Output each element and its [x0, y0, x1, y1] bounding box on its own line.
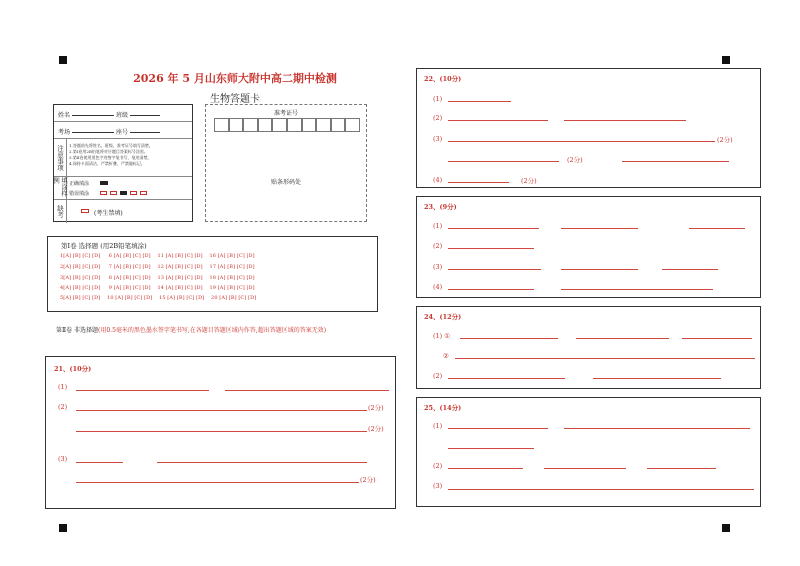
q21-part1-label: (1)	[58, 383, 68, 391]
admission-digit-cell[interactable]	[229, 118, 244, 132]
answer-line[interactable]	[662, 269, 718, 270]
admission-digit-cell[interactable]	[214, 118, 229, 132]
q23-part4-label: (4)	[433, 283, 443, 291]
notes-row	[54, 139, 192, 177]
q25-part2-label: (2)	[433, 462, 443, 470]
absent-label: 缺考	[54, 200, 67, 223]
answer-line[interactable]	[448, 161, 559, 162]
answer-line[interactable]	[682, 338, 752, 339]
q22-part2-label: (2)	[433, 114, 443, 122]
answer-line[interactable]	[455, 358, 755, 359]
score-note: (2分)	[360, 476, 376, 484]
answer-line[interactable]	[448, 248, 534, 249]
correct-fill-sample	[100, 181, 108, 185]
answer-line[interactable]	[448, 448, 534, 449]
q22-box	[416, 68, 761, 188]
wrong-fill-sample	[100, 191, 107, 195]
q22-title: 22、(10分)	[424, 75, 462, 83]
q25-part3-label: (3)	[433, 482, 443, 490]
q21-part2-label: (2)	[58, 403, 68, 411]
answer-line[interactable]	[576, 338, 669, 339]
answer-line[interactable]	[689, 228, 745, 229]
answer-line[interactable]	[76, 462, 123, 463]
wrong-fill-sample	[110, 191, 117, 195]
q22-part3-label: (3)	[433, 135, 443, 143]
admission-digit-cell[interactable]	[258, 118, 273, 132]
admission-digit-cell[interactable]	[316, 118, 331, 132]
score-note: (2分)	[521, 177, 537, 185]
answer-line[interactable]	[76, 482, 359, 483]
seat-field[interactable]	[130, 126, 160, 133]
answer-line[interactable]	[157, 462, 367, 463]
answer-line[interactable]	[544, 468, 626, 469]
seat-label: 座号	[116, 129, 129, 136]
class-label: 班级	[116, 112, 129, 119]
wrong-fill-sample	[120, 191, 127, 195]
page-title: 2026 年 5 月山东师大附中高二期中检测	[133, 72, 337, 85]
admission-digit-cell[interactable]	[331, 118, 346, 132]
admission-digit-cell[interactable]	[345, 118, 360, 132]
admission-digit-cell[interactable]	[302, 118, 317, 132]
q23-part2-label: (2)	[433, 242, 443, 250]
absent-note: (考生禁填)	[94, 210, 123, 217]
part2-title: 第Ⅱ卷 非选择题	[56, 327, 98, 334]
correct-fill-label: 正确填涂	[69, 181, 90, 187]
answer-line[interactable]	[448, 269, 541, 270]
answer-line[interactable]	[593, 378, 721, 379]
answer-line[interactable]	[448, 428, 548, 429]
q25-part1-label: (1)	[433, 422, 443, 430]
q25-title: 25、(14分)	[424, 404, 462, 412]
mc-row[interactable]: 4[A] [B] [C] [D] 9 [A] [B] [C] [D] 14 [A] [B] [C] [D] 19 [A] [B] [C] [D]	[60, 285, 255, 291]
fill-sample-row	[54, 177, 192, 200]
score-note: (2分)	[368, 425, 384, 433]
admission-barcode-area	[205, 104, 367, 222]
answer-line[interactable]	[448, 101, 511, 102]
registration-mark	[59, 524, 67, 532]
note-line: 3.第Ⅱ卷使用黑色字迹签字笔书写，笔迹清楚。	[69, 155, 152, 160]
exam-room-label: 考场	[58, 129, 71, 136]
q25-box	[416, 397, 761, 507]
absent-checkbox[interactable]	[81, 209, 89, 213]
answer-line[interactable]	[448, 120, 548, 121]
admission-digit-cell[interactable]	[272, 118, 287, 132]
answer-line[interactable]	[448, 141, 715, 142]
q23-title: 23、(9分)	[424, 203, 457, 211]
mc-row[interactable]: 2[A] [B] [C] [D] 7 [A] [B] [C] [D] 12 [A] [B] [C] [D] 17 [A] [B] [C] [D]	[60, 264, 255, 270]
name-row	[54, 105, 192, 122]
mc-row[interactable]: 3[A] [B] [C] [D] 8 [A] [B] [C] [D] 13 [A] [B] [C] [D] 18 [A] [B] [C] [D]	[60, 275, 255, 281]
answer-line[interactable]	[448, 182, 509, 183]
fill-sample-label: 填涂样例	[54, 177, 67, 199]
answer-line[interactable]	[76, 431, 367, 432]
wrong-fill-sample	[140, 191, 147, 195]
answer-line[interactable]	[564, 120, 686, 121]
q24-part1-label: (1) ①	[433, 332, 451, 340]
answer-line[interactable]	[564, 428, 750, 429]
score-note: (2分)	[567, 156, 583, 164]
q21-title: 21、(10分)	[54, 365, 92, 373]
absent-row	[54, 200, 192, 223]
part1-title: 第Ⅰ卷 选择题 (用2B铅笔填涂)	[61, 242, 147, 250]
admission-digit-cell[interactable]	[243, 118, 258, 132]
q24-part1b-label: ②	[443, 352, 449, 360]
q23-part3-label: (3)	[433, 263, 443, 271]
q24-box	[416, 306, 761, 389]
admission-label: 准考证号	[273, 110, 298, 117]
note-line: 2.第Ⅰ卷用2B铅笔将对应题目答案标号涂黑。	[69, 149, 148, 154]
q24-title: 24、(12分)	[424, 313, 462, 321]
notes-label: 注意事项	[54, 139, 67, 176]
mc-row[interactable]: 5[A] [B] [C] [D] 10 [A] [B] [C] [D] 15 [A] [B] [C] [D] 20 [A] [B] [C] [D]	[60, 295, 257, 301]
answer-line[interactable]	[448, 289, 534, 290]
part2-note: (用0.5毫米的黑色墨水签字笔书写,在各题目答题区域内作答,超出答题区域的答案无效)	[98, 327, 327, 334]
answer-line[interactable]	[448, 378, 565, 379]
exam-room-field[interactable]	[72, 126, 114, 133]
answer-line[interactable]	[622, 161, 729, 162]
admission-grid[interactable]	[214, 118, 360, 132]
answer-line[interactable]	[561, 228, 638, 229]
admission-digit-cell[interactable]	[287, 118, 302, 132]
page-subtitle: 生物答题卡	[210, 94, 260, 105]
note-line: 1.答题前先将姓名、班级、准考证号填写清楚。	[69, 143, 153, 148]
answer-line[interactable]	[448, 228, 539, 229]
q21-box	[45, 356, 396, 509]
class-field[interactable]	[130, 109, 160, 116]
answer-line[interactable]	[448, 468, 523, 469]
notes-text	[69, 143, 189, 167]
name-field[interactable]	[72, 109, 114, 116]
q22-part1-label: (1)	[433, 95, 443, 103]
note-line: 4.保持卡面清洁，严禁折叠，严禁做标记。	[69, 161, 145, 166]
barcode-label: 贴条形码处	[270, 179, 301, 186]
score-note: (2分)	[368, 404, 384, 412]
answer-line[interactable]	[76, 390, 209, 391]
exam-room-row	[54, 122, 192, 139]
registration-mark	[59, 56, 67, 64]
answer-line[interactable]	[76, 410, 367, 411]
answer-line[interactable]	[225, 390, 389, 391]
wrong-fill-label: 错误填涂	[69, 191, 90, 197]
score-note: (2分)	[717, 136, 733, 144]
registration-mark	[722, 56, 730, 64]
q23-box	[416, 196, 761, 298]
q24-part2-label: (2)	[433, 372, 443, 380]
mc-row[interactable]: 1[A] [B] [C] [D] 6 [A] [B] [C] [D] 11 [A] [B] [C] [D] 16 [A] [B] [C] [D]	[60, 253, 255, 259]
answer-line[interactable]	[561, 269, 638, 270]
q22-part4-label: (4)	[433, 176, 443, 184]
q21-part3-label: (3)	[58, 455, 68, 463]
answer-line[interactable]	[448, 489, 754, 490]
part2-header	[56, 325, 326, 334]
student-info-box	[53, 104, 193, 222]
name-label: 姓名	[58, 112, 71, 119]
wrong-fill-sample	[130, 191, 137, 195]
answer-line[interactable]	[647, 468, 716, 469]
answer-line[interactable]	[561, 289, 713, 290]
part1-box	[47, 236, 378, 312]
registration-mark	[722, 524, 730, 532]
answer-line[interactable]	[460, 338, 558, 339]
q23-part1-label: (1)	[433, 222, 443, 230]
